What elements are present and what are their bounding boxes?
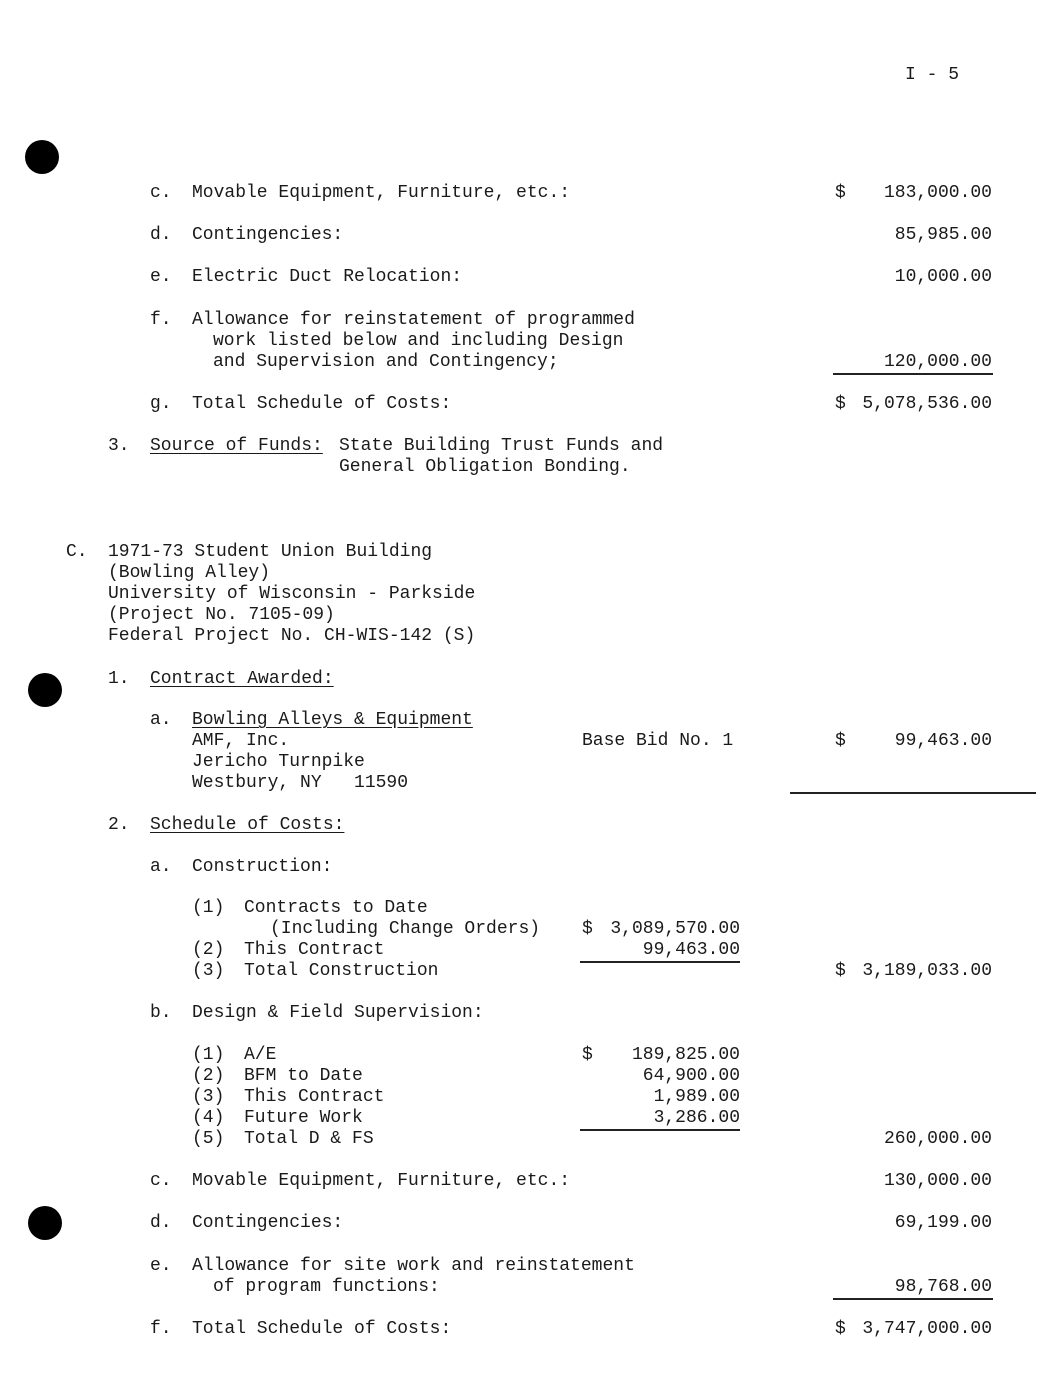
item-d-label: Contingencies: — [192, 225, 344, 245]
construction-r2-label: This Contract — [244, 940, 385, 960]
schedule-e-line2: of program functions: — [213, 1277, 440, 1297]
binder-hole-top — [25, 140, 59, 174]
project-c-line5: Federal Project No. CH-WIS-142 (S) — [108, 626, 476, 646]
design-r2-label: BFM to Date — [244, 1066, 363, 1086]
item-f-line3: and Supervision and Contingency; — [213, 352, 559, 372]
item-f-line1: Allowance for reinstatement of programmed — [192, 310, 635, 330]
project-c-line4: (Project No. 7105-09) — [108, 605, 335, 625]
design-r3-amount: 1,989.00 — [653, 1087, 740, 1107]
schedule-label: Schedule of Costs: — [150, 815, 345, 835]
construction-r3-dollar: $ — [835, 961, 846, 981]
contract-a-bid: Base Bid No. 1 — [582, 731, 734, 751]
schedule-f-letter: f. — [150, 1319, 172, 1339]
schedule-d-amount: 69,199.00 — [894, 1213, 992, 1233]
design-r1-amount: 189,825.00 — [631, 1045, 740, 1065]
design-r3-num: (3) — [192, 1087, 225, 1107]
contract-a-line3: Westbury, NY 11590 — [192, 773, 409, 793]
construction-r2-amount: 99,463.00 — [642, 940, 740, 960]
construction-subtotal-rule — [580, 961, 740, 963]
item-g-dollar: $ — [835, 394, 846, 414]
source-line2: General Obligation Bonding. — [339, 457, 631, 477]
schedule-e-underline — [833, 1298, 993, 1300]
item-c-amount: 183,000.00 — [883, 183, 992, 203]
design-r1-label: A/E — [244, 1045, 277, 1065]
binder-hole-bottom — [28, 1206, 62, 1240]
item-e-amount: 10,000.00 — [894, 267, 992, 287]
item-e-letter: e. — [150, 267, 172, 287]
design-r4-num: (4) — [192, 1108, 225, 1128]
contract-a-amount: 99,463.00 — [894, 731, 992, 751]
contract-a-dollar: $ — [835, 731, 846, 751]
design-label: Design & Field Supervision: — [192, 1003, 484, 1023]
source-line1: State Building Trust Funds and — [339, 436, 664, 456]
construction-letter: a. — [150, 857, 172, 877]
construction-label: Construction: — [192, 857, 333, 877]
item-g-label: Total Schedule of Costs: — [192, 394, 452, 414]
item-f-letter: f. — [150, 310, 172, 330]
schedule-e-line1: Allowance for site work and reinstatement — [192, 1256, 635, 1276]
item-d-amount: 85,985.00 — [894, 225, 992, 245]
schedule-c-label: Movable Equipment, Furniture, etc.: — [192, 1171, 571, 1191]
project-c-line3: University of Wisconsin - Parkside — [108, 584, 476, 604]
source-number: 3. — [108, 436, 130, 456]
schedule-d-letter: d. — [150, 1213, 172, 1233]
contract-number: 1. — [108, 669, 130, 689]
schedule-number: 2. — [108, 815, 130, 835]
page-number: I - 5 — [905, 65, 960, 85]
construction-r1-line2: (Including Change Orders) — [270, 919, 541, 939]
design-subtotal-rule — [580, 1129, 740, 1131]
design-r1-num: (1) — [192, 1045, 225, 1065]
schedule-f-amount: 3,747,000.00 — [862, 1319, 992, 1339]
contract-a-line2: Jericho Turnpike — [192, 752, 365, 772]
item-g-letter: g. — [150, 394, 172, 414]
design-r1-dollar: $ — [582, 1045, 593, 1065]
item-d-letter: d. — [150, 225, 172, 245]
construction-r1-dollar: $ — [582, 919, 593, 939]
schedule-e-amount: 98,768.00 — [894, 1277, 992, 1297]
contract-label: Contract Awarded: — [150, 669, 334, 689]
schedule-d-label: Contingencies: — [192, 1213, 344, 1233]
design-letter: b. — [150, 1003, 172, 1023]
item-f-amount: 120,000.00 — [883, 352, 992, 372]
construction-r2-num: (2) — [192, 940, 225, 960]
design-r4-label: Future Work — [244, 1108, 363, 1128]
schedule-c-amount: 130,000.00 — [883, 1171, 992, 1191]
construction-r1-num: (1) — [192, 898, 225, 918]
construction-r3-num: (3) — [192, 961, 225, 981]
design-r3-label: This Contract — [244, 1087, 385, 1107]
source-label: Source of Funds: — [150, 436, 323, 456]
contract-a-rule — [790, 792, 1036, 794]
schedule-c-letter: c. — [150, 1171, 172, 1191]
item-f-line2: work listed below and including Design — [213, 331, 624, 351]
item-e-label: Electric Duct Relocation: — [192, 267, 463, 287]
contract-a-letter: a. — [150, 710, 172, 730]
binder-hole-middle — [28, 673, 62, 707]
item-c-label: Movable Equipment, Furniture, etc.: — [192, 183, 571, 203]
construction-r3-label: Total Construction — [244, 961, 439, 981]
design-r5-num: (5) — [192, 1129, 225, 1149]
schedule-f-label: Total Schedule of Costs: — [192, 1319, 452, 1339]
schedule-f-dollar: $ — [835, 1319, 846, 1339]
design-r5-amount: 260,000.00 — [883, 1129, 992, 1149]
project-c-line2: (Bowling Alley) — [108, 563, 271, 583]
item-g-amount: 5,078,536.00 — [862, 394, 992, 414]
design-r5-label: Total D & FS — [244, 1129, 374, 1149]
design-r2-amount: 64,900.00 — [642, 1066, 740, 1086]
contract-a-title: Bowling Alleys & Equipment — [192, 710, 473, 730]
schedule-e-letter: e. — [150, 1256, 172, 1276]
design-r4-amount: 3,286.00 — [653, 1108, 740, 1128]
project-c-letter: C. — [66, 542, 88, 562]
contract-a-line1: AMF, Inc. — [192, 731, 290, 751]
item-f-underline — [833, 373, 993, 375]
construction-r3-amount: 3,189,033.00 — [862, 961, 992, 981]
item-c-dollar: $ — [835, 183, 846, 203]
construction-r1-line1: Contracts to Date — [244, 898, 428, 918]
project-c-line1: 1971-73 Student Union Building — [108, 542, 433, 562]
construction-r1-amount: 3,089,570.00 — [610, 919, 740, 939]
item-c-letter: c. — [150, 183, 172, 203]
design-r2-num: (2) — [192, 1066, 225, 1086]
